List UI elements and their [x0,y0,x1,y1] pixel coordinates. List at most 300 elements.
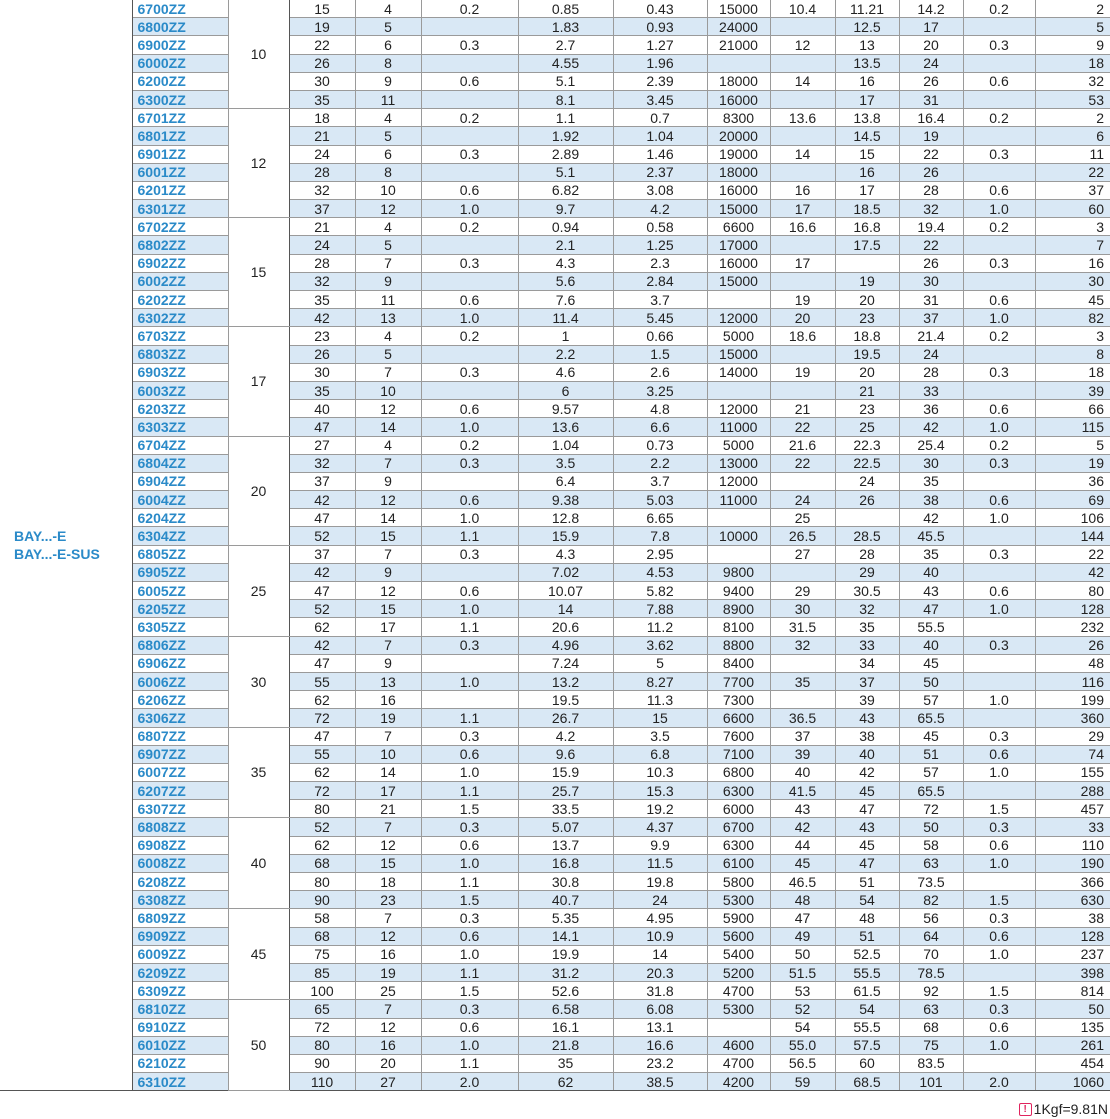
table-row [0,436,1110,454]
spec-cell: 30 [899,272,963,290]
spec-cell: 47 [289,654,355,672]
spec-cell: 4.53 [613,563,707,581]
spec-cell: 10 [355,381,421,399]
spec-cell: 72 [289,709,355,727]
bore-diameter: 12 [228,109,289,218]
spec-cell: 0.3 [421,818,518,836]
spec-cell: 16.1 [518,1018,613,1036]
part-number: 6003ZZ [132,381,228,399]
spec-cell: 14 [770,72,835,90]
table-row [0,454,1110,472]
part-number: 6000ZZ [132,54,228,72]
table-row [0,672,1110,690]
spec-cell: 10.07 [518,582,613,600]
spec-cell: 31 [899,90,963,108]
part-number: 6200ZZ [132,72,228,90]
spec-cell [770,272,835,290]
spec-cell: 5 [355,127,421,145]
spec-cell: 6000 [707,800,770,818]
table-row [0,727,1110,745]
spec-cell: 1.5 [963,982,1035,1000]
spec-cell: 16 [835,163,899,181]
spec-cell [770,345,835,363]
spec-cell: 59 [770,1073,835,1091]
spec-cell: 5 [613,654,707,672]
spec-cell [835,254,899,272]
spec-cell [421,18,518,36]
spec-cell: 15 [289,0,355,18]
table-row [0,181,1110,199]
spec-cell: 8 [355,54,421,72]
spec-cell: 5 [1035,18,1110,36]
spec-cell: 5.45 [613,309,707,327]
spec-cell [770,90,835,108]
table-row [0,236,1110,254]
spec-cell: 14 [613,945,707,963]
spec-cell: 0.6 [421,291,518,309]
spec-cell: 5.35 [518,909,613,927]
table-row [0,418,1110,436]
spec-cell: 47 [289,418,355,436]
spec-cell: 17 [355,782,421,800]
spec-cell: 19.5 [835,345,899,363]
spec-cell: 4.3 [518,254,613,272]
spec-cell: 4.95 [613,909,707,927]
spec-cell: 52 [289,600,355,618]
bore-diameter: 50 [228,1000,289,1091]
spec-cell: 42 [289,636,355,654]
spec-cell [963,163,1035,181]
spec-cell: 7.6 [518,291,613,309]
spec-cell: 0.6 [421,927,518,945]
spec-cell: 3.08 [613,181,707,199]
table-row [0,491,1110,509]
spec-cell: 1.83 [518,18,613,36]
spec-cell: 82 [899,891,963,909]
spec-cell: 10000 [707,527,770,545]
spec-cell: 18 [289,109,355,127]
spec-cell: 2.89 [518,145,613,163]
spec-cell [770,472,835,490]
spec-cell [963,873,1035,891]
spec-cell: 1.5 [421,982,518,1000]
spec-cell [963,90,1035,108]
spec-cell: 0.3 [963,909,1035,927]
spec-cell: 40 [289,400,355,418]
spec-cell: 22 [899,236,963,254]
spec-cell: 9.6 [518,745,613,763]
spec-cell: 34 [835,654,899,672]
spec-cell: 4700 [707,982,770,1000]
spec-cell: 29 [770,582,835,600]
spec-cell: 1.1 [421,1054,518,1072]
spec-cell: 1.92 [518,127,613,145]
part-number: 6700ZZ [132,0,228,18]
spec-cell [963,127,1035,145]
spec-cell: 62 [289,836,355,854]
spec-cell: 7600 [707,727,770,745]
spec-cell: 27 [289,436,355,454]
spec-cell: 0.43 [613,0,707,18]
spec-cell: 22 [1035,163,1110,181]
spec-cell: 23.2 [613,1054,707,1072]
spec-cell: 2.39 [613,72,707,90]
part-number: 6002ZZ [132,272,228,290]
spec-cell [421,163,518,181]
spec-cell: 7 [355,1000,421,1018]
spec-cell: 30 [289,363,355,381]
spec-cell: 32 [289,272,355,290]
spec-cell: 18.8 [835,327,899,345]
spec-cell: 56.5 [770,1054,835,1072]
spec-cell: 2.2 [613,454,707,472]
spec-cell: 0.2 [421,327,518,345]
spec-cell: 13000 [707,454,770,472]
spec-cell: 32 [289,181,355,199]
spec-cell [963,472,1035,490]
spec-cell: 52 [289,818,355,836]
spec-cell: 30 [289,72,355,90]
spec-cell: 83.5 [899,1054,963,1072]
spec-cell: 15000 [707,0,770,18]
spec-cell: 21 [355,800,421,818]
spec-cell: 6700 [707,818,770,836]
spec-cell: 18.6 [770,327,835,345]
spec-cell: 9400 [707,582,770,600]
spec-cell: 1.0 [963,945,1035,963]
part-number: 6202ZZ [132,291,228,309]
spec-cell: 16000 [707,254,770,272]
spec-cell: 8.1 [518,90,613,108]
spec-cell: 47 [835,854,899,872]
spec-cell: 33.5 [518,800,613,818]
spec-cell: 25 [835,418,899,436]
part-number: 6004ZZ [132,491,228,509]
spec-cell: 24000 [707,18,770,36]
spec-cell: 0.6 [963,745,1035,763]
spec-cell: 31.2 [518,963,613,981]
spec-cell: 16.6 [613,1036,707,1054]
spec-cell: 30 [770,600,835,618]
spec-cell: 3.7 [613,291,707,309]
spec-cell: 1.1 [421,709,518,727]
spec-cell: 0.3 [963,363,1035,381]
spec-cell: 16000 [707,181,770,199]
spec-cell: 1.5 [421,800,518,818]
spec-cell: 64 [899,927,963,945]
part-number: 6802ZZ [132,236,228,254]
spec-cell: 9 [355,272,421,290]
spec-cell [963,54,1035,72]
spec-cell: 40 [770,763,835,781]
spec-cell: 37 [289,545,355,563]
part-number: 6902ZZ [132,254,228,272]
spec-cell: 0.3 [963,1000,1035,1018]
spec-cell: 40 [899,636,963,654]
spec-cell: 42 [289,309,355,327]
part-number: 6309ZZ [132,982,228,1000]
spec-cell: 62 [289,618,355,636]
spec-cell: 1.0 [421,200,518,218]
table-row [0,272,1110,290]
spec-cell: 42 [1035,563,1110,581]
spec-cell: 1060 [1035,1073,1110,1091]
spec-cell: 7 [355,454,421,472]
spec-cell: 51 [835,873,899,891]
spec-cell: 24 [289,236,355,254]
spec-cell: 20.3 [613,963,707,981]
spec-cell: 8400 [707,654,770,672]
spec-cell: 38 [899,491,963,509]
spec-cell: 19.8 [613,873,707,891]
spec-cell: 11.4 [518,309,613,327]
spec-cell: 19.2 [613,800,707,818]
spec-cell: 12.8 [518,509,613,527]
spec-cell: 0.94 [518,218,613,236]
spec-cell: 23 [835,309,899,327]
spec-cell: 1.0 [421,1036,518,1054]
spec-cell [707,381,770,399]
spec-cell: 7 [355,363,421,381]
spec-cell: 630 [1035,891,1110,909]
table-row [0,18,1110,36]
spec-cell: 1.96 [613,54,707,72]
spec-cell: 1.0 [963,509,1035,527]
spec-cell: 14.1 [518,927,613,945]
spec-cell [707,545,770,563]
spec-cell: 0.3 [421,36,518,54]
spec-cell: 49 [770,927,835,945]
part-number: 6201ZZ [132,181,228,199]
spec-cell: 30 [899,454,963,472]
spec-cell [421,272,518,290]
spec-cell: 17000 [707,236,770,254]
spec-cell: 10.3 [613,763,707,781]
spec-cell: 2 [1035,0,1110,18]
table-row [0,909,1110,927]
spec-cell: 0.58 [613,218,707,236]
spec-cell: 1.1 [421,873,518,891]
spec-cell: 15 [355,600,421,618]
spec-cell: 7 [1035,236,1110,254]
spec-cell: 1.0 [963,691,1035,709]
spec-cell: 35 [518,1054,613,1072]
part-number: 6308ZZ [132,891,228,909]
spec-cell: 3.25 [613,381,707,399]
table-row [0,200,1110,218]
spec-cell: 19 [355,709,421,727]
spec-cell: 19 [289,18,355,36]
spec-cell: 45 [770,854,835,872]
spec-cell: 18.5 [835,200,899,218]
spec-cell: 22 [770,418,835,436]
part-number: 6204ZZ [132,509,228,527]
table-row [0,691,1110,709]
spec-cell: 0.2 [421,218,518,236]
spec-cell: 72 [899,800,963,818]
part-number: 6905ZZ [132,563,228,581]
bore-diameter: 17 [228,327,289,436]
spec-cell: 55.0 [770,1036,835,1054]
part-number: 6205ZZ [132,600,228,618]
spec-cell: 0.3 [963,818,1035,836]
spec-cell: 72 [289,1018,355,1036]
spec-cell: 1 [518,327,613,345]
spec-cell: 40 [899,563,963,581]
spec-cell: 62 [289,763,355,781]
spec-cell: 16 [770,181,835,199]
spec-cell: 63 [899,854,963,872]
part-number: 6801ZZ [132,127,228,145]
spec-cell: 3 [1035,218,1110,236]
spec-cell: 3.45 [613,90,707,108]
table-row [0,400,1110,418]
spec-cell: 55.5 [899,618,963,636]
spec-cell: 5300 [707,1000,770,1018]
part-number: 6803ZZ [132,345,228,363]
spec-cell: 5300 [707,891,770,909]
spec-cell: 74 [1035,745,1110,763]
spec-cell: 0.3 [421,363,518,381]
table-row [0,381,1110,399]
spec-cell: 2.3 [613,254,707,272]
spec-cell: 5.1 [518,72,613,90]
spec-cell: 11 [1035,145,1110,163]
spec-cell: 5 [355,18,421,36]
spec-cell: 1.1 [421,782,518,800]
spec-cell: 37 [289,472,355,490]
part-number: 6900ZZ [132,36,228,54]
spec-cell: 0.6 [421,181,518,199]
spec-cell: 7 [355,727,421,745]
spec-cell [963,345,1035,363]
spec-cell: 0.6 [421,582,518,600]
spec-cell: 19 [835,272,899,290]
spec-cell: 22.5 [835,454,899,472]
spec-cell: 9 [1035,36,1110,54]
part-number: 6810ZZ [132,1000,228,1018]
spec-cell [421,472,518,490]
spec-cell: 6100 [707,854,770,872]
spec-cell: 199 [1035,691,1110,709]
spec-cell: 25 [770,509,835,527]
spec-cell: 45.5 [899,527,963,545]
spec-cell: 19 [1035,454,1110,472]
spec-cell: 110 [289,1073,355,1091]
spec-cell: 4 [355,109,421,127]
part-number: 6806ZZ [132,636,228,654]
spec-cell: 43 [770,800,835,818]
spec-cell: 19.4 [899,218,963,236]
spec-cell [963,654,1035,672]
spec-cell: 3.7 [613,472,707,490]
spec-cell: 4 [355,327,421,345]
spec-cell: 21.6 [770,436,835,454]
spec-cell: 0.3 [963,454,1035,472]
spec-cell: 42 [899,509,963,527]
spec-cell: 1.5 [963,891,1035,909]
spec-cell: 18 [1035,363,1110,381]
spec-cell: 66 [1035,400,1110,418]
spec-cell: 50 [1035,1000,1110,1018]
spec-cell: 128 [1035,927,1110,945]
spec-cell: 10 [355,745,421,763]
spec-cell: 6300 [707,836,770,854]
spec-cell: 814 [1035,982,1110,1000]
spec-cell: 0.73 [613,436,707,454]
spec-cell: 68 [899,1018,963,1036]
spec-cell: 5 [355,236,421,254]
spec-cell: 1.5 [613,345,707,363]
spec-cell: 19.5 [518,691,613,709]
spec-cell: 21 [770,400,835,418]
spec-cell: 40.7 [518,891,613,909]
spec-cell: 1.5 [963,800,1035,818]
spec-cell: 1.46 [613,145,707,163]
spec-cell: 46.5 [770,873,835,891]
spec-cell: 0.3 [963,254,1035,272]
spec-cell: 100 [289,982,355,1000]
spec-cell: 42 [289,491,355,509]
spec-cell: 45 [899,654,963,672]
part-number: 6008ZZ [132,854,228,872]
spec-cell [963,381,1035,399]
spec-cell: 36 [1035,472,1110,490]
spec-cell: 3.62 [613,636,707,654]
spec-cell: 15.9 [518,527,613,545]
spec-cell: 9 [355,563,421,581]
spec-cell: 80 [1035,582,1110,600]
spec-cell: 16 [355,691,421,709]
spec-cell: 13 [355,309,421,327]
spec-cell [770,127,835,145]
spec-cell: 3.5 [613,727,707,745]
part-number: 6808ZZ [132,818,228,836]
spec-cell: 30.5 [835,582,899,600]
spec-cell: 55.5 [835,963,899,981]
spec-cell: 20 [835,291,899,309]
spec-cell: 9800 [707,563,770,581]
spec-cell: 15.9 [518,763,613,781]
spec-cell: 398 [1035,963,1110,981]
spec-cell: 360 [1035,709,1110,727]
spec-cell: 72 [289,782,355,800]
spec-cell: 37 [1035,181,1110,199]
spec-cell: 80 [289,800,355,818]
spec-cell: 0.3 [963,545,1035,563]
spec-cell: 7100 [707,745,770,763]
spec-cell: 48 [835,909,899,927]
spec-cell [963,782,1035,800]
spec-cell: 75 [899,1036,963,1054]
table-row [0,145,1110,163]
spec-cell: 5900 [707,909,770,927]
spec-cell: 45 [1035,291,1110,309]
spec-cell: 23 [289,327,355,345]
part-number: 6210ZZ [132,1054,228,1072]
table-row [0,582,1110,600]
spec-cell: 53 [770,982,835,1000]
spec-cell: 21.8 [518,1036,613,1054]
spec-cell: 48 [1035,654,1110,672]
spec-cell: 65.5 [899,709,963,727]
spec-cell [421,563,518,581]
spec-cell: 51.5 [770,963,835,981]
spec-cell: 7300 [707,691,770,709]
spec-cell: 6.8 [613,745,707,763]
part-number: 6207ZZ [132,782,228,800]
spec-cell: 11.5 [613,854,707,872]
